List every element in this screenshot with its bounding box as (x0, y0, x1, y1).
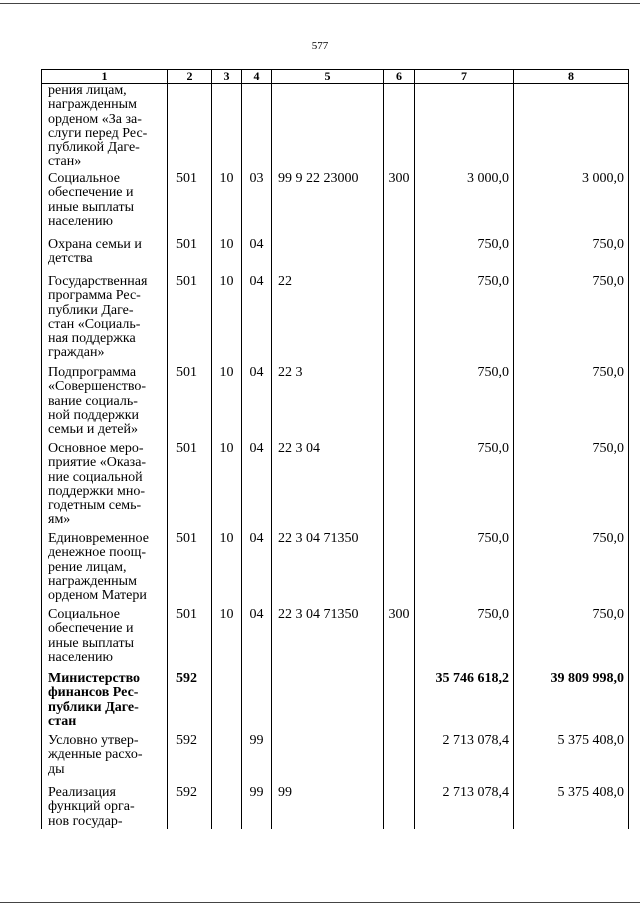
expense-type-cell (384, 275, 415, 366)
subsection-cell: 99 (242, 734, 272, 786)
table-header-row (42, 70, 629, 84)
amount-year1-cell: 3 000,0 (415, 172, 514, 238)
expense-type-cell (384, 532, 415, 608)
section-cell: 10 (212, 608, 242, 672)
section-cell: 10 (212, 366, 242, 442)
row-name-cell: Государственная программа Рес- публики Даге- стан «Социаль- ная поддержка граждан» (42, 275, 168, 366)
expense-type-cell: 300 (384, 172, 415, 238)
target-article-cell (272, 238, 384, 275)
column-header: 5 (272, 70, 384, 84)
amount-year1-cell: 750,0 (415, 532, 514, 608)
code-cell: 501 (168, 238, 212, 275)
table-row (42, 608, 629, 672)
target-article-cell: 22 3 04 71350 (272, 608, 384, 672)
expense-type-cell (384, 672, 415, 734)
amount-year2-cell: 750,0 (514, 532, 629, 608)
code-cell: 501 (168, 172, 212, 238)
expense-type-cell (384, 734, 415, 786)
row-name-cell: Подпрограмма «Совершенство- вание социаль- ной поддержки семьи и детей» (42, 366, 168, 442)
row-name-cell: Социальное обеспечение и иные выплаты населению (42, 608, 168, 672)
section-cell (212, 734, 242, 786)
table-row (42, 672, 629, 734)
table-body (42, 84, 629, 829)
expense-type-cell (384, 442, 415, 532)
code-cell (168, 84, 212, 173)
expense-type-cell (384, 786, 415, 829)
row-name-cell: Условно утвер- жденные расхо- ды (42, 734, 168, 786)
subsection-cell (242, 84, 272, 173)
section-cell: 10 (212, 275, 242, 366)
table-row (42, 734, 629, 786)
code-cell: 501 (168, 366, 212, 442)
section-cell (212, 84, 242, 173)
amount-year1-cell: 750,0 (415, 442, 514, 532)
amount-year2-cell: 750,0 (514, 238, 629, 275)
bottom-border-line (0, 902, 640, 903)
code-cell: 592 (168, 672, 212, 734)
amount-year2-cell (514, 84, 629, 173)
column-header: 2 (168, 70, 212, 84)
target-article-cell: 99 9 22 23000 (272, 172, 384, 238)
section-cell: 10 (212, 532, 242, 608)
table-row (42, 532, 629, 608)
expense-type-cell (384, 84, 415, 173)
amount-year2-cell: 5 375 408,0 (514, 786, 629, 829)
column-header: 1 (42, 70, 168, 84)
amount-year1-cell: 750,0 (415, 238, 514, 275)
code-cell: 501 (168, 275, 212, 366)
amount-year2-cell: 39 809 998,0 (514, 672, 629, 734)
target-article-cell: 99 (272, 786, 384, 829)
code-cell: 592 (168, 734, 212, 786)
target-article-cell: 22 3 04 (272, 442, 384, 532)
subsection-cell: 04 (242, 442, 272, 532)
row-name-cell: Социальное обеспечение и иные выплаты населению (42, 172, 168, 238)
amount-year1-cell (415, 84, 514, 173)
table-row (42, 238, 629, 275)
subsection-cell (242, 672, 272, 734)
amount-year1-cell: 35 746 618,2 (415, 672, 514, 734)
expense-type-cell: 300 (384, 608, 415, 672)
page-number: 577 (311, 40, 329, 52)
amount-year2-cell: 5 375 408,0 (514, 734, 629, 786)
subsection-cell: 04 (242, 275, 272, 366)
section-cell: 10 (212, 238, 242, 275)
budget-table (41, 69, 629, 829)
target-article-cell (272, 734, 384, 786)
subsection-cell: 03 (242, 172, 272, 238)
amount-year1-cell: 750,0 (415, 608, 514, 672)
subsection-cell: 04 (242, 238, 272, 275)
code-cell: 501 (168, 442, 212, 532)
amount-year2-cell: 3 000,0 (514, 172, 629, 238)
section-cell: 10 (212, 172, 242, 238)
row-name-cell: Министерство финансов Рес- публики Даге- стан (42, 672, 168, 734)
table-row (42, 172, 629, 238)
target-article-cell: 22 3 04 71350 (272, 532, 384, 608)
row-name-cell: Охрана семьи и детства (42, 238, 168, 275)
amount-year1-cell: 750,0 (415, 366, 514, 442)
column-header: 8 (514, 70, 629, 84)
column-header: 6 (384, 70, 415, 84)
subsection-cell: 04 (242, 532, 272, 608)
code-cell: 501 (168, 608, 212, 672)
row-name-cell: Реализация функций орга- нов государ- (42, 786, 168, 829)
column-header: 4 (242, 70, 272, 84)
row-name-cell: Основное меро- приятие «Оказа- ние социальной поддержки мно- годетным семь- ям» (42, 442, 168, 532)
table-row (42, 275, 629, 366)
row-name-cell: рения лицам, награжденным орденом «За за- слуги перед Рес- публикой Даге- стан» (42, 84, 168, 173)
section-cell (212, 786, 242, 829)
amount-year2-cell: 750,0 (514, 608, 629, 672)
target-article-cell (272, 672, 384, 734)
target-article-cell (272, 84, 384, 173)
table-row (42, 442, 629, 532)
subsection-cell: 04 (242, 366, 272, 442)
top-border-line (0, 3, 640, 4)
amount-year1-cell: 2 713 078,4 (415, 786, 514, 829)
amount-year1-cell: 750,0 (415, 275, 514, 366)
expense-type-cell (384, 366, 415, 442)
table-row (42, 786, 629, 829)
target-article-cell: 22 (272, 275, 384, 366)
amount-year2-cell: 750,0 (514, 442, 629, 532)
row-name-cell: Единовременное денежное поощ- рение лицам, награжденным орденом Матери (42, 532, 168, 608)
column-header: 3 (212, 70, 242, 84)
column-header: 7 (415, 70, 514, 84)
code-cell: 501 (168, 532, 212, 608)
code-cell: 592 (168, 786, 212, 829)
subsection-cell: 99 (242, 786, 272, 829)
table-row (42, 84, 629, 173)
section-cell: 10 (212, 442, 242, 532)
amount-year2-cell: 750,0 (514, 366, 629, 442)
section-cell (212, 672, 242, 734)
table-row (42, 366, 629, 442)
amount-year1-cell: 2 713 078,4 (415, 734, 514, 786)
subsection-cell: 04 (242, 608, 272, 672)
expense-type-cell (384, 238, 415, 275)
target-article-cell: 22 3 (272, 366, 384, 442)
amount-year2-cell: 750,0 (514, 275, 629, 366)
